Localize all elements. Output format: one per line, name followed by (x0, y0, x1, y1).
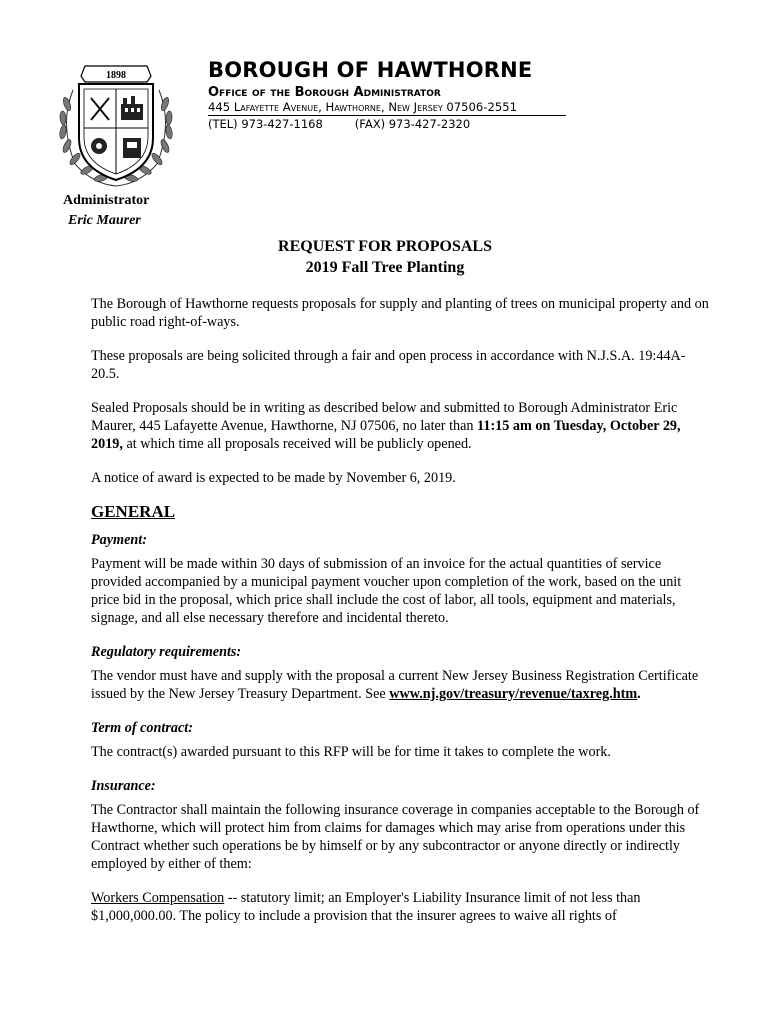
workers-comp-text: -- statutory limit; an Employer's Liability Insurance limit of not less than $1,000,000.00. The policy to include a provision that the insurer agrees to waive all rights of (91, 890, 641, 924)
deadline-text: 11:15 am on Tuesday, October 29, 2019, (91, 418, 681, 452)
administrator-name: Eric Maurer (68, 213, 141, 228)
document-title: REQUEST FOR PROPOSALS (278, 238, 492, 255)
regulatory-text: The vendor must have and supply with the proposal a current New Jersey Business Registration Certificate issued by the New Jersey Treasury Department. See (91, 668, 699, 702)
term-paragraph: The contract(s) awarded pursuant to this RFP will be for time it takes to complete the work. (91, 744, 611, 760)
regulatory-heading: Regulatory requirements: (91, 644, 242, 660)
insurance-paragraph: The Contractor shall maintain the following insurance coverage in companies acceptable to the Borough of Hawthorne, which will protect him from claims for damages which may arise from operations under this Contract whether such operations be by himself or by any subcontractor or anyone directly or indirectly employed by either of them: (91, 802, 700, 872)
document-body (91, 295, 711, 941)
tel-number: (TEL) 973-427-1168 (208, 117, 323, 131)
intro-paragraph-2: These proposals are being solicited through a fair and open process in accordance with N.J.S.A. 19:44A-20.5. (91, 348, 686, 382)
letterhead-rule (208, 115, 566, 116)
intro-paragraph-4: A notice of award is expected to be made by November 6, 2019. (91, 470, 456, 486)
administrator-role: Administrator (63, 193, 150, 208)
opening-text: at which time all proposals received will be publicly opened. (122, 436, 472, 452)
term-heading: Term of contract: (91, 720, 193, 736)
submission-text: Sealed Proposals should be in writing as described below and submitted to Borough Administrator Eric Maurer, 445 Lafayette Avenue, Hawthorne, NJ 07506, no later than (91, 400, 678, 434)
payment-heading: Payment: (91, 532, 147, 548)
insurance-heading: Insurance: (91, 778, 156, 794)
office-address: 445 Lafayette Avenue, Hawthorne, New Jersey 07506-2551 (208, 100, 517, 114)
office-name: Office of the Borough Administrator (208, 85, 441, 100)
payment-paragraph: Payment will be made within 30 days of submission of an invoice for the actual quantities of service provided accompanied by a municipal payment voucher upon completion of the work, based on the unit price bid in the proposal, which price shall include the cost of labor, all tools, equipment and materials, signage, and all else necessary therefore and incidental thereto. (91, 556, 682, 626)
borough-name: BOROUGH OF HAWTHORNE (208, 58, 533, 82)
workers-comp-label: Workers Compensation (91, 890, 225, 906)
general-heading: GENERAL (91, 502, 176, 521)
document-subtitle: 2019 Fall Tree Planting (305, 259, 465, 276)
intro-paragraph-1: The Borough of Hawthorne requests proposals for supply and planting of trees on municipal property and on public road right-of-ways. (91, 296, 709, 330)
seal-year: 1898 (106, 70, 126, 81)
regulatory-paragraph (91, 667, 711, 703)
taxreg-link[interactable]: www.nj.gov/treasury/revenue/taxreg.htm (389, 686, 638, 702)
regulatory-period: . (637, 686, 641, 702)
intro-paragraph-3 (91, 399, 711, 453)
borough-seal (55, 60, 177, 188)
letterhead (208, 58, 628, 131)
workers-comp-paragraph (91, 889, 711, 925)
fax-number: (FAX) 973-427-2320 (354, 117, 471, 131)
contact-line (208, 117, 628, 131)
